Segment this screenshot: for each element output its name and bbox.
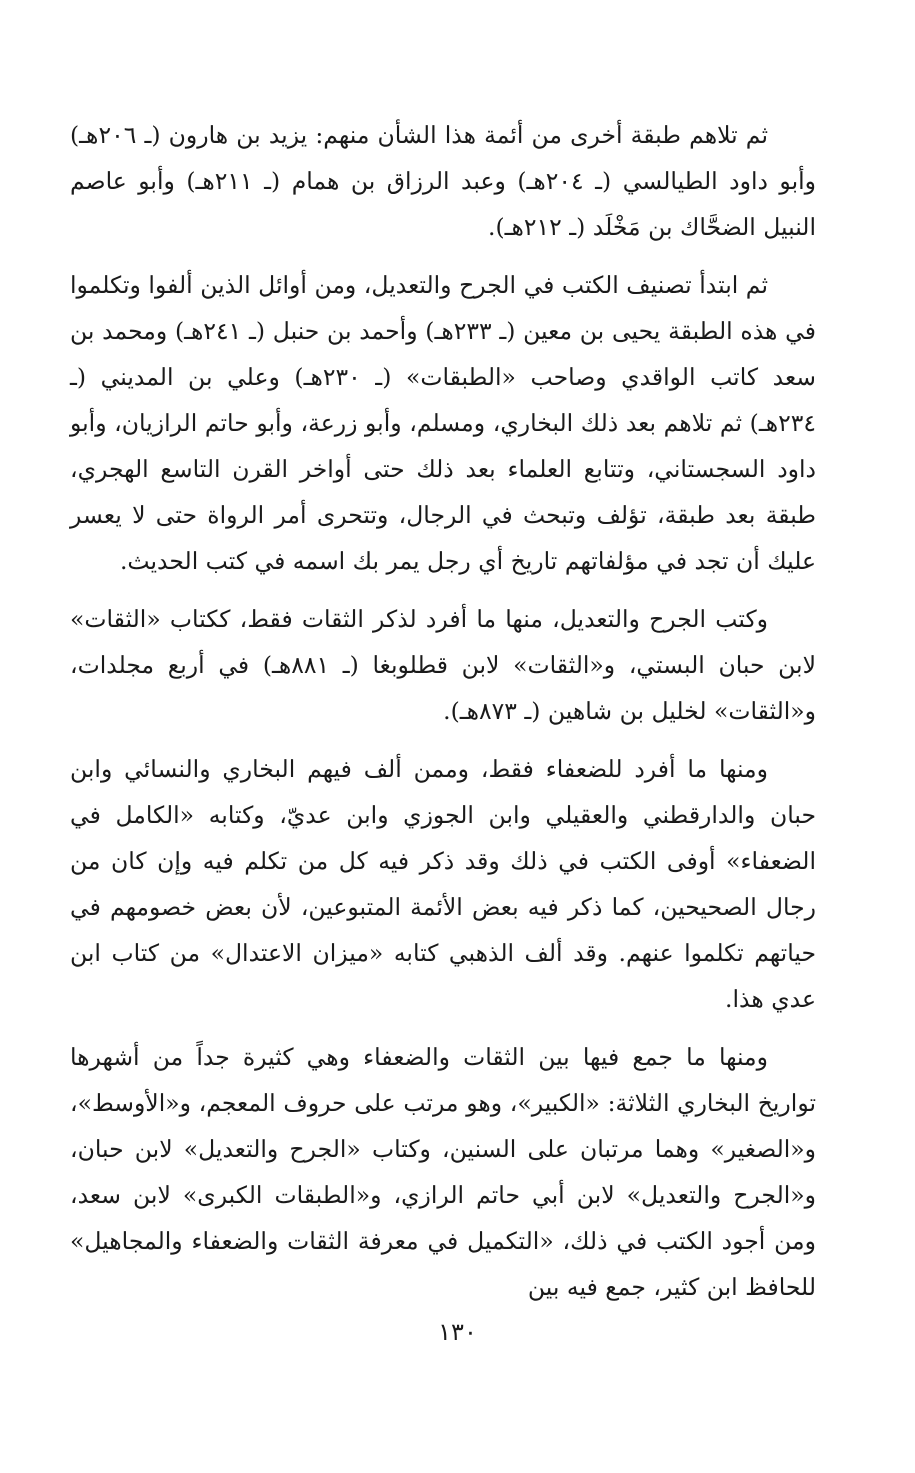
paragraph-3: وكتب الجرح والتعديل، منها ما أفرد لذكر الثقات فقط، ككتاب «الثقات» لابن حبان البستي، و«الثقات» لابن قطلوبغا (ـ ٨٨١هـ) في أربع مجلدات، و«الثقات» لخليل بن شاهين (ـ ٨٧٣هـ). (70, 605, 816, 725)
paragraph-5: ومنها ما جمع فيها بين الثقات والضعفاء وهي كثيرة جداً من أشهرها تواريخ البخاري الثلاثة: «الكبير»، وهو مرتب على حروف المعجم، و«الأوسط»، و«الصغير» وهما مرتبان على السنين، وكتاب «الجرح والتعديل» لابن حبان، و«الجرح والتعديل» لابن أبي حاتم الرازي، و«الطبقات الكبرى» لابن سعد، ومن أجود الكتب في ذلك، «التكميل في معرفة الثقات والضعفاء والمجاهيل» للحافظ ابن كثير، جمع فيه بين (70, 1043, 816, 1301)
paragraph-2: ثم ابتدأ تصنيف الكتب في الجرح والتعديل، ومن أوائل الذين ألفوا وتكلموا في هذه الطبقة يحيى بن معين (ـ ٢٣٣هـ) وأحمد بن حنبل (ـ ٢٤١هـ) ومحمد بن سعد كاتب الواقدي وصاحب «الطبقات» (ـ ٢٣٠هـ) وعلي بن المديني (ـ ٢٣٤هـ) ثم تلاهم بعد ذلك البخاري، ومسلم، وأبو زرعة، وأبو حاتم الرازيان، وأبو داود السجستاني، وتتابع العلماء بعد ذلك حتى أواخر القرن التاسع الهجري، طبقة بعد طبقة، تؤلف وتبحث في الرجال، وتتحرى أمر الرواة حتى لا يعسر عليك أن تجد في مؤلفاتهم تاريخ أي رجل يمر بك اسمه في كتب الحديث. (70, 271, 816, 575)
body-text (70, 112, 816, 1310)
paragraph-4: ومنها ما أفرد للضعفاء فقط، وممن ألف فيهم البخاري والنسائي وابن حبان والدارقطني والعقيلي وابن الجوزي وابن عديّ، وكتابه «الكامل في الضعفاء» أوفى الكتب في ذلك وقد ذكر فيه كل من تكلم فيه وإن كان من رجال الصحيحين، كما ذكر فيه بعض الأئمة المتبوعين، لأن بعض خصومهم في حياتهم تكلموا عنهم. وقد ألف الذهبي كتابه «ميزان الاعتدال» من كتاب ابن عدي هذا. (70, 755, 816, 1013)
paragraph-1: ثم تلاهم طبقة أخرى من أئمة هذا الشأن منهم: يزيد بن هارون (ـ ٢٠٦هـ) وأبو داود الطيالسي (ـ ٢٠٤هـ) وعبد الرزاق بن همام (ـ ٢١١هـ) وأبو عاصم النبيل الضحَّاك بن مَخْلَد (ـ ٢١٢هـ). (70, 121, 816, 241)
page-number: ١٣٠ (438, 1318, 477, 1346)
